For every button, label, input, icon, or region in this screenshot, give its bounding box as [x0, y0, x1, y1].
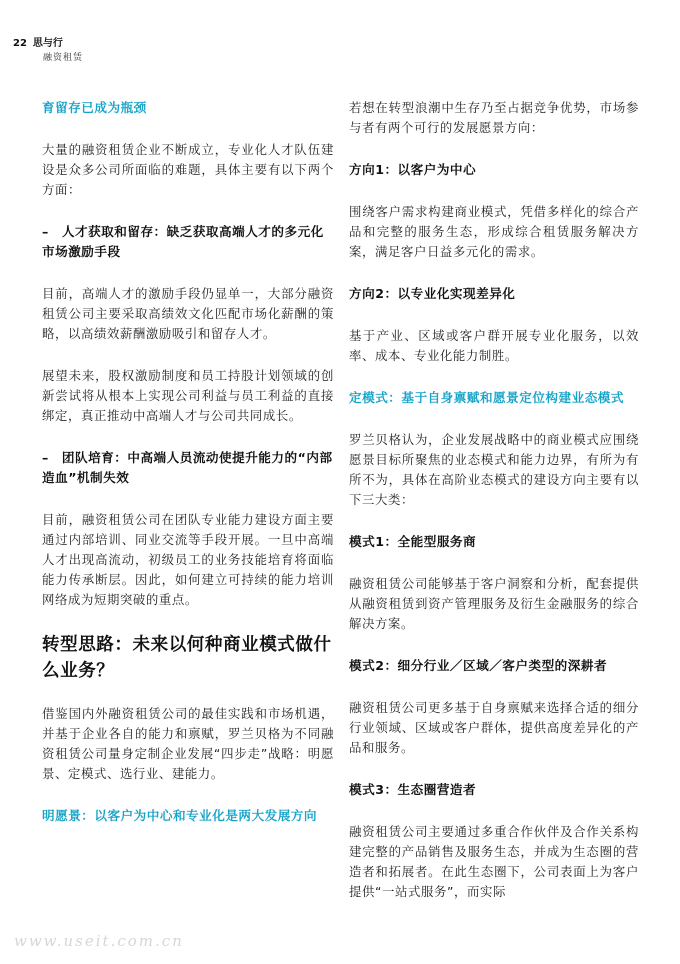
paragraph-opening: 若想在转型浪潮中生存乃至占据竞争优势，市场参与者有两个可行的发展愿景方向： [349, 100, 639, 135]
heading-mode-2: 模式2：细分行业／区域／客户类型的深耕者 [349, 658, 608, 673]
heading-talent: – 人才获取和留存：缺乏获取高端人才的多元化市场激励手段 [42, 224, 324, 259]
paragraph-talent-1: 目前，高端人才的激励手段仍显单一，大部分融资租赁公司主要采取高绩效文化匹配市场化薪酬的策略，以高绩效薪酬激励吸引和留存人才。 [42, 286, 334, 341]
right-column [349, 98, 639, 902]
paragraph-transformation: 借鉴国内外融资租赁公司的最佳实践和市场机遇，并基于企业各自的能力和禀赋，罗兰贝格为不同融资租赁公司量身定制企业发展“四步走”战略：明愿景、定模式、选行业、建能力。 [42, 706, 334, 781]
heading-team: – 团队培育：中高端人员流动使提升能力的“内部造血”机制失效 [42, 450, 333, 485]
paragraph-mode-1: 融资租赁公司能够基于客户洞察和分析，配套提供从融资租赁到资产管理服务及衍生金融服务的综合解决方案。 [349, 576, 639, 631]
paragraph-mode-3: 融资租赁公司主要通过多重合作伙伴及合作关系构建完整的产品销售及服务生态，并成为生态圈的营造者和拓展者。在此生态圈下，公司表面上为客户提供“一站式服务”，而实际 [349, 824, 639, 899]
heading-direction-1: 方向1：以客户为中心 [349, 162, 477, 177]
page-number: 22 [13, 38, 27, 49]
paragraph-direction-2: 基于产业、区域或客户群开展专业化服务，以效率、成本、专业化能力制胜。 [349, 328, 639, 363]
watermark: www.useit.com.cn [14, 932, 184, 950]
subsection-title: 融资租赁 [43, 53, 84, 63]
heading-mode: 定模式：基于自身禀赋和愿景定位构建业态模式 [349, 390, 624, 405]
paragraph-team: 目前，融资租赁公司在团队专业能力建设方面主要通过内部培训、同业交流等手段开展。一旦中高端人才出现高流动，初级员工的业务技能培育将面临能力传承断层。因此，如何建立可持续的能力培训网络成为短期突破的重点。 [42, 512, 334, 607]
page-header [13, 36, 83, 66]
heading-vision: 明愿景：以客户为中心和专业化是两大发展方向 [42, 808, 317, 823]
heading-direction-2: 方向2：以专业化实现差异化 [349, 286, 516, 301]
paragraph-intro: 大量的融资租赁企业不断成立，专业化人才队伍建设是众多公司所面临的难题，具体主要有以下两个方面： [42, 142, 334, 197]
paragraph-talent-2: 展望未来，股权激励制度和员工持股计划领域的创新尝试将从根本上实现公司利益与员工利益的直接绑定，真正推动中高端人才与公司共同成长。 [42, 368, 334, 423]
heading-retention: 育留存已成为瓶颈 [42, 100, 147, 115]
paragraph-mode-2: 融资租赁公司更多基于自身禀赋来选择合适的细分行业领域、区域或客户群体，提供高度差异化的产品和服务。 [349, 700, 639, 755]
heading-mode-3: 模式3：生态圈营造者 [349, 782, 477, 797]
heading-transformation: 转型思路：未来以何种商业模式做什么业务？ [42, 635, 332, 681]
heading-mode-1: 模式1：全能型服务商 [349, 534, 477, 549]
paragraph-mode: 罗兰贝格认为，企业发展战略中的商业模式应围绕愿景目标所聚焦的业态模式和能力边界，有所为有所不为，具体在高阶业态模式的建设方向主要有以下三大类： [349, 432, 639, 507]
section-title: 思与行 [32, 38, 63, 49]
left-column [42, 98, 334, 826]
paragraph-direction-1: 围绕客户需求构建商业模式，凭借多样化的综合产品和完整的服务生态，形成综合租赁服务解决方案，满足客户日益多元化的需求。 [349, 204, 639, 259]
